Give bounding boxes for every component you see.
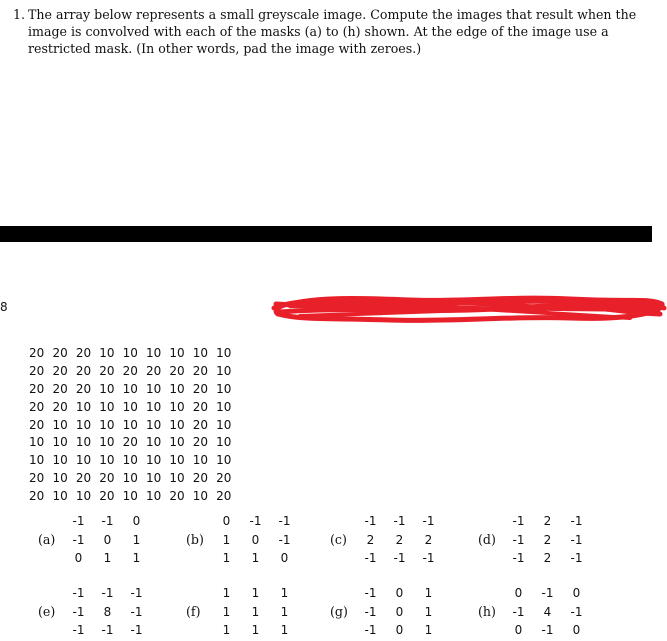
mask-row [64,603,151,622]
mask-cell: 1 [280,604,289,619]
mask-cell: 1 [103,551,112,566]
array-cell: 10 [216,417,232,432]
array-row [25,362,236,380]
mask-cell: -1 [72,532,85,547]
mask-row [356,512,443,531]
array-cell: 10 [52,471,68,486]
mask-cell: -1 [249,514,262,529]
mask-cell: -1 [570,514,583,529]
array-cell: 10 [169,399,185,414]
mask-cell: 1 [424,604,433,619]
array-cell: 20 [192,435,209,450]
mask-cell: -1 [101,514,114,529]
mask-cell: 1 [222,604,231,619]
mask-row [212,621,299,640]
mask-row [504,621,591,640]
array-cell: 10 [122,345,138,360]
mask-label: (a) [38,532,56,548]
array-cell: 20 [169,489,185,504]
mask-row [504,584,591,603]
question-number: 1. [13,7,26,22]
array-cell: 10 [169,453,185,468]
mask-grid [64,584,151,640]
mask-row [212,603,299,622]
mask-grid [212,584,299,640]
array-cell: 10 [146,453,162,468]
array-cell: 20 [29,381,45,396]
mask-grid [504,512,591,568]
mask-cell: 0 [514,586,523,601]
mask-cell: 2 [543,551,552,566]
mask-cell: 2 [543,532,552,547]
array-row [25,398,236,416]
question-block [13,6,643,57]
mask-grid [504,584,591,640]
mask-b [186,512,299,568]
mask-e [38,584,151,640]
mask-cell: 0 [132,514,141,529]
array-cell: 20 [75,345,92,360]
array-cell: 10 [146,417,162,432]
mask-cell: 1 [222,623,231,638]
array-cell: 20 [29,399,45,414]
mask-cell: 1 [222,586,231,601]
mask-label: (f) [186,604,201,620]
array-cell: 20 [29,417,45,432]
array-cell: 10 [122,381,138,396]
mask-cell: 1 [222,532,231,547]
array-cell: 10 [216,381,232,396]
mask-cell: 0 [280,551,289,566]
array-cell: 10 [122,471,138,486]
mask-cell: -1 [364,551,377,566]
array-cell: 20 [52,381,68,396]
mask-row [212,584,299,603]
mask-row [356,549,443,568]
mask-cell: 0 [572,623,581,638]
mask-cell: 2 [395,532,404,547]
array-cell: 20 [99,489,115,504]
array-cell: 10 [75,435,92,450]
mask-cell: -1 [130,623,143,638]
mask-cell: 1 [251,586,260,601]
array-row [25,433,236,451]
mask-row [356,584,443,603]
mask-cell: -1 [422,514,435,529]
mask-cell: 1 [222,551,231,566]
array-cell: 10 [216,399,232,414]
mask-cell: -1 [72,623,85,638]
array-cell: 10 [192,345,209,360]
mask-cell: -1 [570,532,583,547]
mask-label: (g) [330,604,348,620]
mask-cell: 1 [280,623,289,638]
array-cell: 10 [122,417,138,432]
mask-cell: -1 [278,532,291,547]
mask-cell: 1 [424,586,433,601]
mask-label: (e) [38,604,56,620]
mask-cell: 1 [132,551,141,566]
mask-label: (d) [478,532,496,548]
array-cell: 10 [99,453,115,468]
array-cell: 10 [146,381,162,396]
mask-row [504,531,591,550]
array-cell: 20 [29,345,45,360]
array-cell: 10 [169,381,185,396]
mask-cell: -1 [541,586,554,601]
mask-cell: -1 [512,532,525,547]
array-cell: 10 [169,435,185,450]
mask-cell: -1 [72,586,85,601]
array-cell: 20 [192,399,209,414]
mask-cell: -1 [130,604,143,619]
array-cell: 10 [192,453,209,468]
mask-c [330,512,443,568]
mask-cell: -1 [101,623,114,638]
mask-label: (c) [330,532,347,548]
array-cell: 20 [122,435,138,450]
array-cell: 10 [216,345,232,360]
mask-cell: -1 [278,514,291,529]
image-array [25,344,236,505]
mask-cell: 1 [251,604,260,619]
array-cell: 10 [122,489,138,504]
array-cell: 10 [52,453,68,468]
array-row [25,380,236,398]
array-cell: 10 [216,435,232,450]
array-cell: 20 [29,489,45,504]
mask-cell: 0 [572,586,581,601]
array-cell: 10 [75,417,92,432]
mask-cell: 1 [251,623,260,638]
array-cell: 10 [216,363,232,378]
array-cell: 20 [122,363,138,378]
array-cell: 20 [192,417,209,432]
array-cell: 10 [75,399,92,414]
mask-cell: -1 [72,604,85,619]
array-cell: 20 [75,381,92,396]
mask-row [212,512,299,531]
array-cell: 20 [52,345,68,360]
mask-row [64,621,151,640]
array-cell: 20 [29,471,45,486]
array-cell: 20 [75,363,92,378]
array-cell: 10 [99,399,115,414]
array-row [25,487,236,505]
array-cell: 20 [192,471,209,486]
mask-cell: -1 [101,586,114,601]
array-cell: 10 [169,471,185,486]
mask-row [356,531,443,550]
mask-cell: -1 [364,586,377,601]
mask-g [330,584,443,640]
array-cell: 10 [99,417,115,432]
mask-cell: 0 [395,586,404,601]
mask-cell: -1 [364,604,377,619]
mask-row [356,621,443,640]
mask-grid [356,584,443,640]
mask-cell: -1 [512,514,525,529]
array-cell: 10 [122,453,138,468]
mask-grid [356,512,443,568]
mask-cell: 0 [395,623,404,638]
mask-label: (b) [186,532,204,548]
mask-row [504,603,591,622]
mask-a [38,512,151,568]
mask-cell: 4 [543,604,552,619]
mask-cell: -1 [393,551,406,566]
mask-cell: -1 [364,623,377,638]
array-cell: 10 [146,399,162,414]
mask-label: (h) [478,604,496,620]
mask-row [64,531,151,550]
mask-row [212,549,299,568]
array-cell: 10 [99,381,115,396]
mask-row [504,512,591,531]
mask-cell: -1 [570,604,583,619]
mask-cell: 0 [514,623,523,638]
array-row [25,344,236,362]
array-row [25,469,236,487]
array-cell: 20 [169,363,185,378]
mask-cell: 0 [395,604,404,619]
mask-cell: -1 [512,604,525,619]
mask-grid [64,512,151,568]
array-cell: 20 [52,399,68,414]
mask-cell: -1 [541,623,554,638]
array-cell: 10 [29,435,45,450]
array-row [25,416,236,434]
mask-cell: 2 [366,532,375,547]
mask-cell: 1 [132,532,141,547]
mask-cell: -1 [570,551,583,566]
mask-cell: -1 [364,514,377,529]
array-cell: 10 [216,453,232,468]
mask-cell: 1 [424,623,433,638]
mask-row [64,549,151,568]
array-cell: 20 [75,471,92,486]
array-cell: 20 [99,471,115,486]
mask-row [64,584,151,603]
mask-cell: -1 [72,514,85,529]
mask-row [64,512,151,531]
array-cell: 20 [146,363,162,378]
mask-cell: 8 [103,604,112,619]
mask-row [356,603,443,622]
array-cell: 10 [146,471,162,486]
array-cell: 10 [75,453,92,468]
array-cell: 20 [52,363,68,378]
redaction-bar [0,226,652,242]
mask-cell: 0 [251,532,260,547]
mask-cell: 0 [103,532,112,547]
array-cell: 10 [169,345,185,360]
array-cell: 10 [146,489,162,504]
mask-cell: 0 [74,551,83,566]
mask-row [504,549,591,568]
mask-cell: 1 [280,586,289,601]
array-cell: 20 [29,363,45,378]
mask-cell: -1 [130,586,143,601]
mask-cell: -1 [512,551,525,566]
array-cell: 10 [52,435,68,450]
array-cell: 10 [122,399,138,414]
array-cell: 20 [99,363,115,378]
mask-cell: -1 [393,514,406,529]
mask-cell: -1 [422,551,435,566]
mask-row [212,531,299,550]
array-row [25,451,236,469]
mask-cell: 1 [251,551,260,566]
array-cell: 10 [192,489,209,504]
mask-cell: 0 [222,514,231,529]
array-cell: 10 [146,435,162,450]
mask-f [186,584,299,640]
array-cell: 10 [75,489,92,504]
mask-cell: 2 [543,514,552,529]
array-cell: 10 [99,435,115,450]
mask-cell: 2 [424,532,433,547]
mask-d [478,512,591,568]
array-cell: 10 [52,417,68,432]
page-number: 8 [0,300,8,314]
red-scribble-redaction [270,290,667,326]
question-text: The array below represents a small greyscale image. Compute the images that result when the image is convolved with each of the masks (a) to (h) shown. At the edge of the image use a restricted mask. (In other words, pad the image with zeroes.) [28,7,637,56]
mask-grid [212,512,299,568]
array-cell: 10 [169,417,185,432]
array-cell: 20 [216,489,232,504]
array-cell: 20 [192,363,209,378]
array-cell: 10 [29,453,45,468]
array-cell: 10 [52,489,68,504]
array-cell: 10 [99,345,115,360]
array-cell: 20 [192,381,209,396]
mask-h [478,584,591,640]
array-cell: 20 [216,471,232,486]
array-cell: 10 [146,345,162,360]
